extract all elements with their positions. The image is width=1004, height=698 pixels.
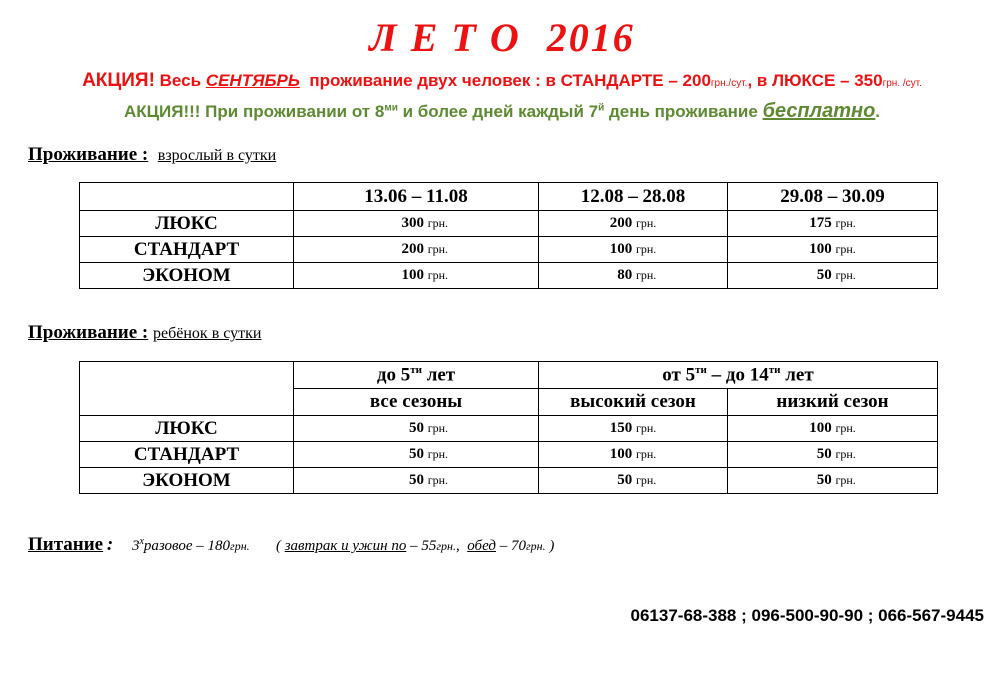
child-section-heading: Проживание : ребёнок в сутки: [28, 322, 262, 343]
room-type: СТАНДАРТ: [80, 237, 294, 263]
room-type: ЭКОНОМ: [80, 263, 294, 289]
room-type: СТАНДАРТ: [80, 442, 294, 468]
room-type: ЛЮКС: [80, 416, 294, 442]
age-group-header: от $5^{ти}$ – до $14^{ти}$ лет: [539, 362, 938, 389]
table-row: [80, 211, 938, 237]
table-row: [80, 468, 938, 494]
price-cell: 150 грн.: [539, 416, 728, 442]
price-cell: 50 грн.: [294, 416, 539, 442]
room-type: ЛЮКС: [80, 211, 294, 237]
child-price-table: [79, 361, 938, 494]
season-header: низкий сезон: [728, 389, 938, 416]
price-cell: 50 грн.: [539, 468, 728, 494]
price-cell: 50 грн.: [728, 263, 938, 289]
adult-price-table: [79, 182, 938, 289]
price-cell: 80 грн.: [539, 263, 728, 289]
price-cell: 200 грн.: [294, 237, 539, 263]
price-cell: 50 грн.: [294, 442, 539, 468]
table-row: [80, 416, 938, 442]
period-header: 12.08 – 28.08: [539, 183, 728, 211]
table-row: [80, 237, 938, 263]
table-row: [80, 263, 938, 289]
table-row: [80, 442, 938, 468]
period-header: 13.06 – 11.08: [294, 183, 539, 211]
table-corner: [80, 183, 294, 211]
price-cell: 100 грн.: [539, 442, 728, 468]
age-group-header: до $5^{ти}$ лет: [294, 362, 539, 389]
season-header: высокий сезон: [539, 389, 728, 416]
price-cell: 100 грн.: [539, 237, 728, 263]
room-type: ЭКОНОМ: [80, 468, 294, 494]
price-cell: 200 грн.: [539, 211, 728, 237]
price-cell: 50 грн.: [728, 442, 938, 468]
contact-phones: 06137-68-388 ; 096-500-90-90 ; 066-567-9445: [630, 606, 984, 625]
table-corner: [80, 362, 294, 416]
september-promo: АКЦИЯ! Весь СЕНТЯБРЬ проживание двух человек : в СТАНДАРТЕ – 200грн./сут., в ЛЮКСЕ – 350грн. /сут.: [82, 70, 922, 91]
price-cell: 50 грн.: [728, 468, 938, 494]
period-header: 29.08 – 30.09: [728, 183, 938, 211]
price-cell: 300 грн.: [294, 211, 539, 237]
price-cell: 100 грн.: [728, 237, 938, 263]
price-cell: 175 грн.: [728, 211, 938, 237]
free-day-promo: АКЦИЯ!!! При проживании от $8^{ми}$ и более дней каждый $7^й$ день проживание бесплатно.: [123, 100, 881, 122]
meals-info: Питание : $3^хразовое - 180грн$. ( завтрак и ужин по – 55грн., обед – 70грн. ): [28, 534, 555, 555]
price-cell: 50 грн.: [294, 468, 539, 494]
season-header: все сезоны: [294, 389, 539, 416]
price-cell: 100 грн.: [294, 263, 539, 289]
price-cell: 100 грн.: [728, 416, 938, 442]
adult-section-heading: Проживание : взрослый в сутки: [28, 144, 277, 165]
page-title: Л Е Т О 2016: [369, 15, 635, 60]
